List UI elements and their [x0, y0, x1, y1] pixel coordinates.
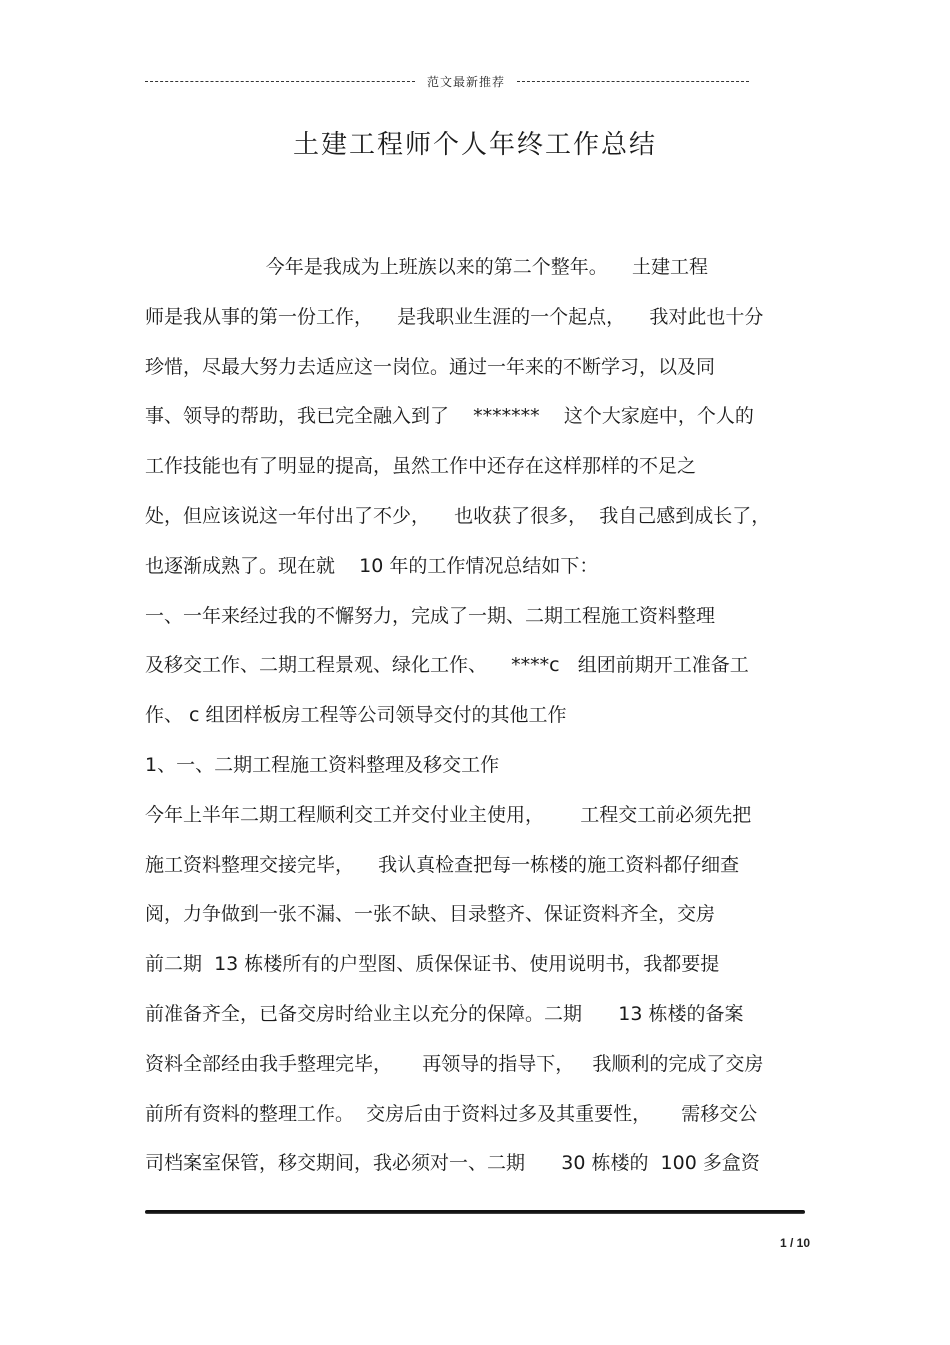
body-line: 及移交工作、二期工程景观、绿化工作、 ****c 组团前期开工准备工 [145, 654, 749, 677]
body-line: 事、领导的帮助，我已完全融入到了 ******* 这个大家庭中，个人的 [145, 405, 754, 428]
document-body [145, 243, 805, 1189]
document-title: 土建工程师个人年终工作总结 [292, 130, 657, 160]
body-line: 作、 c 组团样板房工程等公司领导交付的其他工作 [145, 704, 567, 727]
body-line: 师是我从事的第一份工作， 是我职业生涯的一个起点， 我对此也十分 [145, 305, 764, 328]
header-divider-right [517, 81, 749, 82]
page-number: 1 / 10 [779, 1236, 810, 1250]
body-line: 司档案室保管，移交期间，我必须对一、二期 30 栋楼的 100 多盒资 [145, 1152, 760, 1175]
body-line: 今年上半年二期工程顺利交工并交付业主使用， 工程交工前必须先把 [145, 803, 752, 826]
section-heading: 1、一、二期工程施工资料整理及移交工作 [145, 753, 500, 776]
header-text: 范文最新推荐 [427, 74, 506, 89]
body-line: 工作技能也有了明显的提高，虽然工作中还存在这样那样的不足之 [145, 455, 697, 478]
body-line: 资料全部经由我手整理完毕， 再领导的指导下， 我顺利的完成了交房 [145, 1052, 764, 1075]
header-divider-left [145, 81, 415, 82]
body-line: 前二期 13 栋楼所有的户型图、质保保证书、使用说明书，我都要提 [145, 953, 720, 976]
body-line: 珍惜，尽最大努力去适应这一岗位。通过一年来的不断学习，以及同 [145, 355, 716, 378]
body-line: 今年是我成为上班族以来的第二个整年。 土建工程 [145, 256, 708, 278]
body-line: 施工资料整理交接完毕， 我认真检查把每一栋楼的施工资料都仔细查 [145, 853, 740, 876]
body-line: 阅，力争做到一张不漏、一张不缺、目录整齐、保证资料齐全，交房 [145, 903, 716, 926]
footer-divider [145, 1210, 805, 1214]
body-line: 处，但应该说这一年付出了不少， 也收获了很多， 我自己感到成长了， [145, 504, 771, 527]
page-header [145, 70, 765, 92]
body-line: 前准备齐全，已备交房时给业主以充分的保障。二期 13 栋楼的备案 [145, 1002, 744, 1025]
body-line: 前所有资料的整理工作。 交房后由于资料过多及其重要性， 需移交公 [145, 1102, 758, 1125]
body-line: 一、一年来经过我的不懈努力，完成了一期、二期工程施工资料整理 [145, 604, 716, 627]
body-line: 也逐渐成熟了。现在就 10 年的工作情况总结如下： [145, 554, 599, 577]
